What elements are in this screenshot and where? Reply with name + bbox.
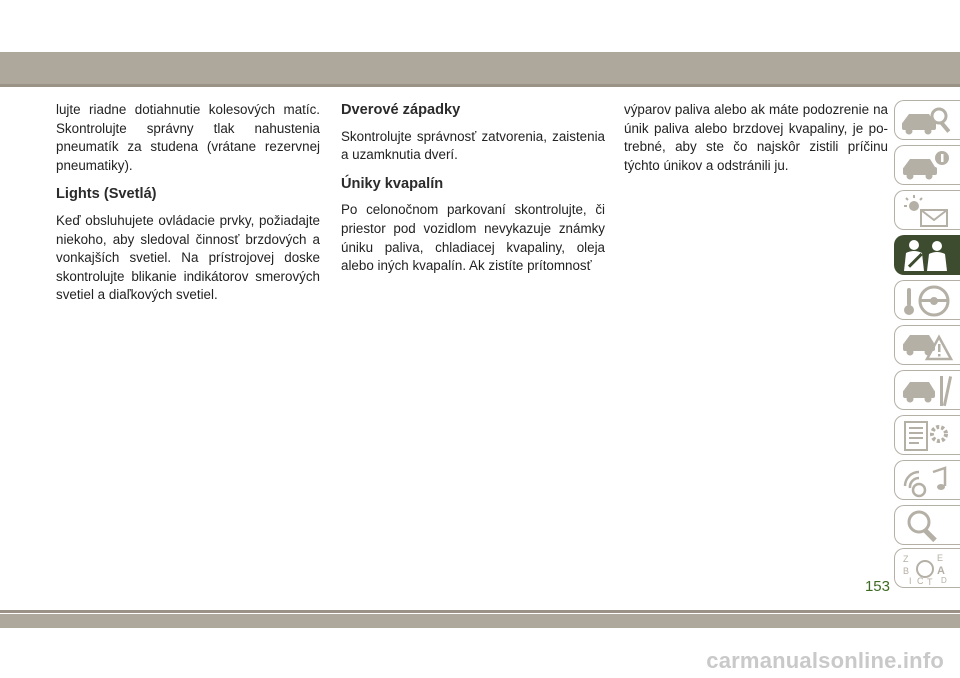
specs-gear-icon (901, 419, 953, 453)
multimedia-icon (901, 464, 953, 498)
tab-technical-specs[interactable] (894, 415, 960, 455)
tab-warning-lights[interactable] (894, 190, 960, 230)
heading-door-latches: Dverové západky (341, 102, 461, 118)
index-letter: Z (903, 554, 909, 564)
key-steering-wheel-icon (901, 284, 953, 318)
paragraph-door-latches: Skontrolujte správnosť zatvorenia, zaistenia a uzamknutia dverí. (341, 128, 605, 163)
tab-car-info[interactable] (894, 145, 960, 185)
text-column-left (56, 101, 320, 311)
tab-car-search[interactable] (894, 100, 960, 140)
heading-fluid-leaks: Úniky kvapalín (341, 175, 444, 192)
tab-emergency[interactable] (894, 325, 960, 365)
footer-band (0, 614, 960, 628)
tab-starting-operating[interactable] (894, 280, 960, 320)
car-info-icon (901, 149, 953, 183)
tab-index[interactable] (894, 548, 960, 588)
watermark: carmanualsonline.info (706, 648, 944, 673)
page-number: 153 (864, 578, 890, 595)
index-letter: I (909, 576, 912, 586)
alphabet-index-icon (901, 552, 953, 586)
tab-safety[interactable] (894, 235, 960, 275)
header-rule (0, 84, 960, 87)
text-column-right (624, 101, 888, 181)
tab-servicing[interactable] (894, 370, 960, 410)
heading-lights: Lights (Svetlá) (56, 186, 157, 203)
car-hazard-icon (901, 329, 953, 363)
paragraph-fluid-leaks: Po celonočnom parkovaní skontrolujte, či priestor pod vozidlom nevykazuje známky úniku paliva, chladiacej kvapaliny, oleja alebo iných kvapalín. Ak zistíte prítomnosť (341, 202, 605, 274)
seatbelt-airbag-icon (901, 239, 953, 273)
index-letter: B (903, 566, 910, 576)
index-letter: E (937, 553, 944, 563)
warning-light-message-icon (901, 194, 953, 228)
index-letter: C (917, 576, 924, 586)
tab-multimedia[interactable] (894, 460, 960, 500)
car-search-icon (901, 104, 953, 138)
index-letter: D (941, 576, 947, 585)
tab-search[interactable] (894, 505, 960, 545)
index-letter: A (937, 565, 945, 577)
paragraph-fluid-leaks-continued: výparov paliva alebo ak máte podozrenie na únik paliva alebo brzdovej kvapaliny, je po-trebné, aby ste čo najskôr zistili príčinu týchto únikov a odstránili ju. (624, 102, 888, 173)
header-band (0, 52, 960, 84)
magnifier-icon (901, 509, 953, 543)
footer-rule (0, 610, 960, 613)
paragraph-wheel-nuts: lujte riadne dotiahnutie kolesových matíc. Skontrolujte správny tlak nahustenia pneumatík za studena (vrátane rezervnej pneumatiky). (56, 102, 320, 173)
text-column-middle (341, 101, 605, 282)
paragraph-lights: Keď obsluhujete ovládacie prvky, požiadajte niekoho, aby sledoval činnosť brzdových a vonkajších svetiel. Na prístrojovej doske skontrolujte blikanie indikátorov smerových svetiel a diaľkových svetiel. (56, 212, 320, 303)
car-tools-icon (901, 374, 953, 408)
index-letter: T (927, 577, 933, 586)
